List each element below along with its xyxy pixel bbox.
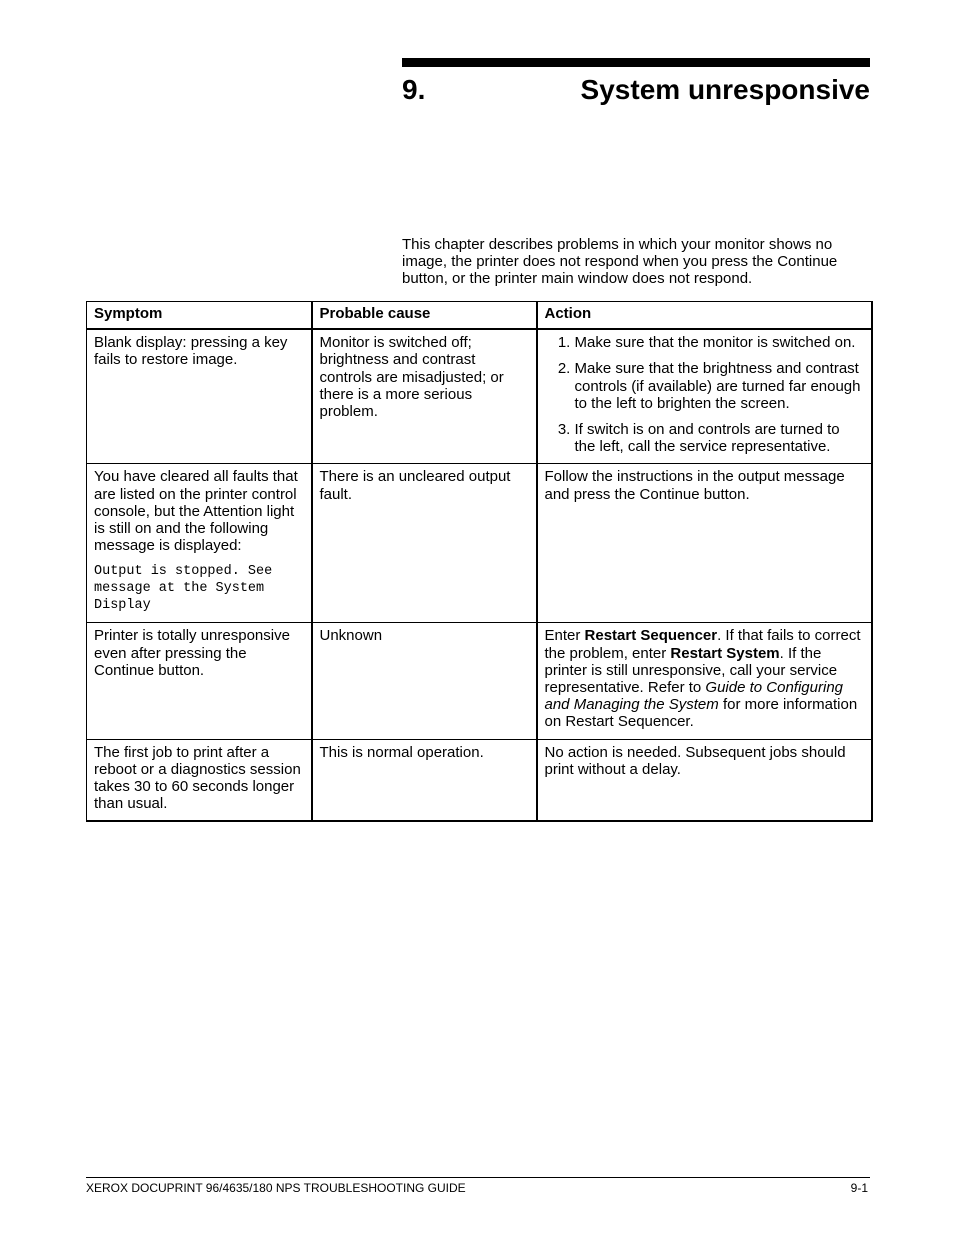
- cause-cell: Unknown: [312, 623, 537, 739]
- chapter-title: System unresponsive: [580, 74, 870, 105]
- table-row: [87, 329, 872, 464]
- footer-page-number: 9-1: [850, 1181, 868, 1195]
- chapter-rule: [402, 58, 870, 67]
- symptom-text: You have cleared all faults that are listed on the printer control console, but the Attention light is still on and the following message is displayed:: [94, 468, 298, 555]
- footer-guide-title: XEROX DOCUPRINT 96/4635/180 NPS TROUBLESHOOTING GUIDE: [86, 1181, 466, 1195]
- header-symptom: Symptom: [87, 302, 312, 330]
- action-text: Enter: [544, 627, 585, 645]
- restart-sequencer-command: Restart Sequencer: [584, 627, 718, 645]
- action-text: . If that fails to correct the problem, enter: [544, 627, 861, 662]
- action-step: 1. Make sure that the monitor is switched on.: [575, 334, 864, 351]
- action-cell: No action is needed. Subsequent jobs should print without a delay.: [537, 739, 872, 821]
- action-text: for more information on Restart Sequencer.: [544, 696, 858, 731]
- chapter-number: 9.: [402, 74, 426, 105]
- action-step: 2. Make sure that the brightness and contrast controls (if available) are turned far enough to the left to brighten the screen.: [575, 360, 864, 412]
- action-cell: Follow the instructions in the output message and press the Continue button.: [537, 464, 872, 623]
- cause-cell: Monitor is switched off; brightness and contrast controls are misadjusted; or there is a more serious problem.: [312, 329, 537, 464]
- symptom-cell: Blank display: pressing a key fails to restore image.: [87, 329, 312, 464]
- restart-system-command: Restart System: [670, 644, 780, 662]
- cause-cell: There is an uncleared output fault.: [312, 464, 537, 623]
- system-message-code: Output is stopped. See message at the System Display: [94, 564, 273, 614]
- action-steps-list: [545, 334, 864, 455]
- symptom-cell: Printer is totally unresponsive even after pressing the Continue button.: [87, 623, 312, 739]
- intro-paragraph: This chapter describes problems in which your monitor shows no image, the printer does not respond when you press the Continue button, or the printer main window does not respond.: [402, 236, 838, 287]
- table-row: [87, 464, 872, 623]
- action-text: . If the printer is still unresponsive, call your service representative. Refer to: [544, 644, 838, 697]
- header-action: Action: [537, 302, 872, 330]
- table-header-row: [87, 302, 872, 330]
- symptom-cell: The first job to print after a reboot or a diagnostics session takes 30 to 60 seconds longer than usual.: [87, 739, 312, 821]
- cause-cell: This is normal operation.: [312, 739, 537, 821]
- symptom-cell: [87, 464, 312, 623]
- action-step: 3. If switch is on and controls are turned to the left, call the service representative.: [575, 421, 864, 455]
- action-cell: [537, 623, 872, 739]
- troubleshooting-table: [86, 301, 873, 822]
- table-row: [87, 623, 872, 739]
- footer-rule: [86, 1177, 870, 1178]
- guide-reference: Guide to Configuring and Managing the System: [544, 679, 844, 714]
- header-probable-cause: Probable cause: [312, 302, 537, 330]
- action-cell: [537, 329, 872, 464]
- table-row: [87, 739, 872, 821]
